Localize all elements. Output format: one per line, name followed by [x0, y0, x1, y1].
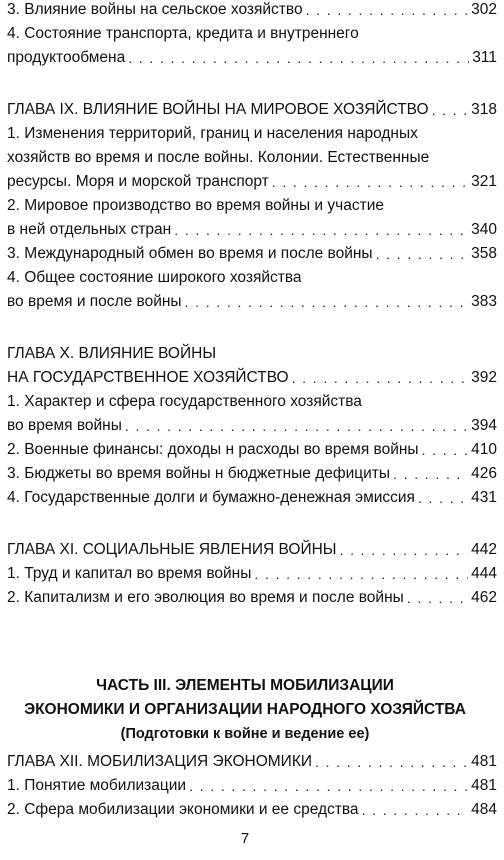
- toc-entry-title: 3. Международный обмен во время и после войны: [7, 245, 373, 262]
- toc-entry[interactable]: [7, 120, 497, 144]
- toc-entry[interactable]: [7, 436, 497, 460]
- dot-leader: [407, 588, 468, 608]
- toc-entry-title: во время войны: [7, 417, 122, 434]
- toc-entry-title: 1. Изменения территорий, границ и населения народных: [7, 125, 418, 142]
- toc-entry-title: 1. Труд и капитал во время войны: [7, 565, 252, 582]
- dot-leader: [254, 564, 468, 584]
- toc-entry[interactable]: [7, 340, 497, 364]
- toc-entry-title: НА ГОСУДАРСТВЕННОЕ ХОЗЯЙСТВО: [7, 369, 289, 386]
- dot-leader: [292, 368, 469, 388]
- toc-entry-page: 462: [471, 589, 497, 606]
- dot-leader: [189, 776, 468, 796]
- toc-entry-page: 358: [471, 245, 497, 262]
- toc-entry[interactable]: [7, 748, 497, 772]
- toc-entry-page: 410: [471, 441, 497, 458]
- toc-entry[interactable]: [7, 264, 497, 288]
- toc-entry-page: 383: [471, 293, 497, 310]
- toc-entry-page: 302: [471, 1, 497, 18]
- toc-entry[interactable]: [7, 20, 497, 44]
- dot-leader: [125, 416, 468, 436]
- toc-entry[interactable]: [7, 288, 497, 312]
- toc-entry-title: 3. Влияние войны на сельское хозяйство: [7, 1, 303, 18]
- toc-entry[interactable]: [7, 192, 497, 216]
- dot-leader: [393, 464, 468, 484]
- toc-entry[interactable]: [7, 584, 497, 608]
- toc-entry[interactable]: [7, 240, 497, 264]
- dot-leader: [432, 100, 469, 120]
- toc-entry-page: 318: [471, 101, 497, 118]
- part-heading-line-1: ЧАСТЬ III. ЭЛЕМЕНТЫ МОБИЛИЗАЦИИ: [96, 677, 394, 694]
- toc-entry-title: 2. Сфера мобилизации экономики и ее средства: [7, 801, 359, 818]
- toc-entry-page: 392: [471, 369, 497, 386]
- dot-leader: [340, 540, 469, 560]
- dot-leader: [418, 488, 468, 508]
- dot-leader: [185, 292, 469, 312]
- part-heading-line-3: (Подготовки к войне и ведение ее): [120, 726, 370, 742]
- toc-entry-title: 3. Бюджеты во время войны н бюджетные дефициты: [7, 465, 391, 482]
- toc-entry[interactable]: [7, 536, 497, 560]
- dot-leader: [174, 220, 468, 240]
- dot-leader: [362, 800, 469, 820]
- toc-entry-title: 2. Капитализм и его эволюция во время и после войны: [7, 589, 404, 606]
- toc-entry-page: 340: [471, 221, 497, 238]
- toc-entry-page: 444: [471, 565, 497, 582]
- toc-entry[interactable]: [7, 412, 497, 436]
- toc-entry[interactable]: [7, 364, 497, 388]
- toc-entry[interactable]: [7, 96, 497, 120]
- toc-entry-page: 394: [471, 417, 497, 434]
- toc-entry[interactable]: [7, 44, 497, 68]
- toc-entry[interactable]: [7, 168, 497, 192]
- toc-entry-title: 4. Государственные долги и бумажно-денежная эмиссия: [7, 489, 415, 506]
- toc-entry[interactable]: [7, 460, 497, 484]
- toc-entry-title: ГЛАВА IX. ВЛИЯНИЕ ВОЙНЫ НА МИРОВОЕ ХОЗЯЙСТВО: [7, 101, 429, 118]
- toc-entry-title: 2. Военные финансы: доходы н расходы во время войны: [7, 441, 419, 458]
- toc-entry[interactable]: [7, 772, 497, 796]
- toc-entry-title: 1. Понятие мобилизации: [7, 777, 187, 794]
- toc-entry[interactable]: [7, 484, 497, 508]
- toc-entry-title: хозяйств во время и после войны. Колонии. Естественные: [7, 149, 430, 166]
- toc-entry-page: 311: [472, 49, 497, 66]
- toc-entry-page: 426: [471, 465, 497, 482]
- toc-entry-page: 481: [471, 753, 497, 770]
- page-number: 7: [240, 830, 250, 847]
- dot-leader: [272, 172, 468, 192]
- toc-entry-page: 481: [471, 777, 497, 794]
- dot-leader: [128, 48, 469, 68]
- dot-leader: [422, 440, 469, 460]
- toc-entry-title: в ней отдельных стран: [7, 221, 172, 238]
- dot-leader: [306, 0, 469, 20]
- toc-entry-title: продуктообмена: [7, 49, 126, 66]
- part-heading-line-2: ЭКОНОМИКИ И ОРГАНИЗАЦИИ НАРОДНОГО ХОЗЯЙСТВА: [24, 701, 466, 718]
- toc-entry[interactable]: [7, 216, 497, 240]
- toc-entry[interactable]: [7, 144, 497, 168]
- dot-leader: [315, 752, 468, 772]
- toc-entry[interactable]: [7, 0, 497, 20]
- toc-entry-title: 4. Общее состояние широкого хозяйства: [7, 269, 302, 286]
- toc-entry-title: 4. Состояние транспорта, кредита и внутреннего: [7, 25, 359, 42]
- toc-entry-page: 484: [471, 801, 497, 818]
- toc-entry-title: 2. Мировое производство во время войны и участие: [7, 197, 384, 214]
- dot-leader: [376, 244, 469, 264]
- toc-entry-title: во время и после войны: [7, 293, 182, 310]
- toc-entry-page: 442: [471, 541, 497, 558]
- toc-entry-title: ГЛАВА XII. МОБИЛИЗАЦИЯ ЭКОНОМИКИ: [7, 753, 312, 770]
- toc-entry[interactable]: [7, 560, 497, 584]
- toc-entry-page: 431: [471, 489, 497, 506]
- toc-entry-title: ГЛАВА Х. ВЛИЯНИЕ ВОЙНЫ: [7, 345, 217, 362]
- toc-entry-title: ресурсы. Моря и морской транспорт: [7, 173, 269, 190]
- toc-entry[interactable]: [7, 796, 497, 820]
- toc-entry-title: ГЛАВА XI. СОЦИАЛЬНЫЕ ЯВЛЕНИЯ ВОЙНЫ: [7, 541, 337, 558]
- toc-entry-title: 1. Характер и сфера государственного хозяйства: [7, 393, 362, 410]
- toc-entry[interactable]: [7, 388, 497, 412]
- toc-entry-page: 321: [471, 173, 497, 190]
